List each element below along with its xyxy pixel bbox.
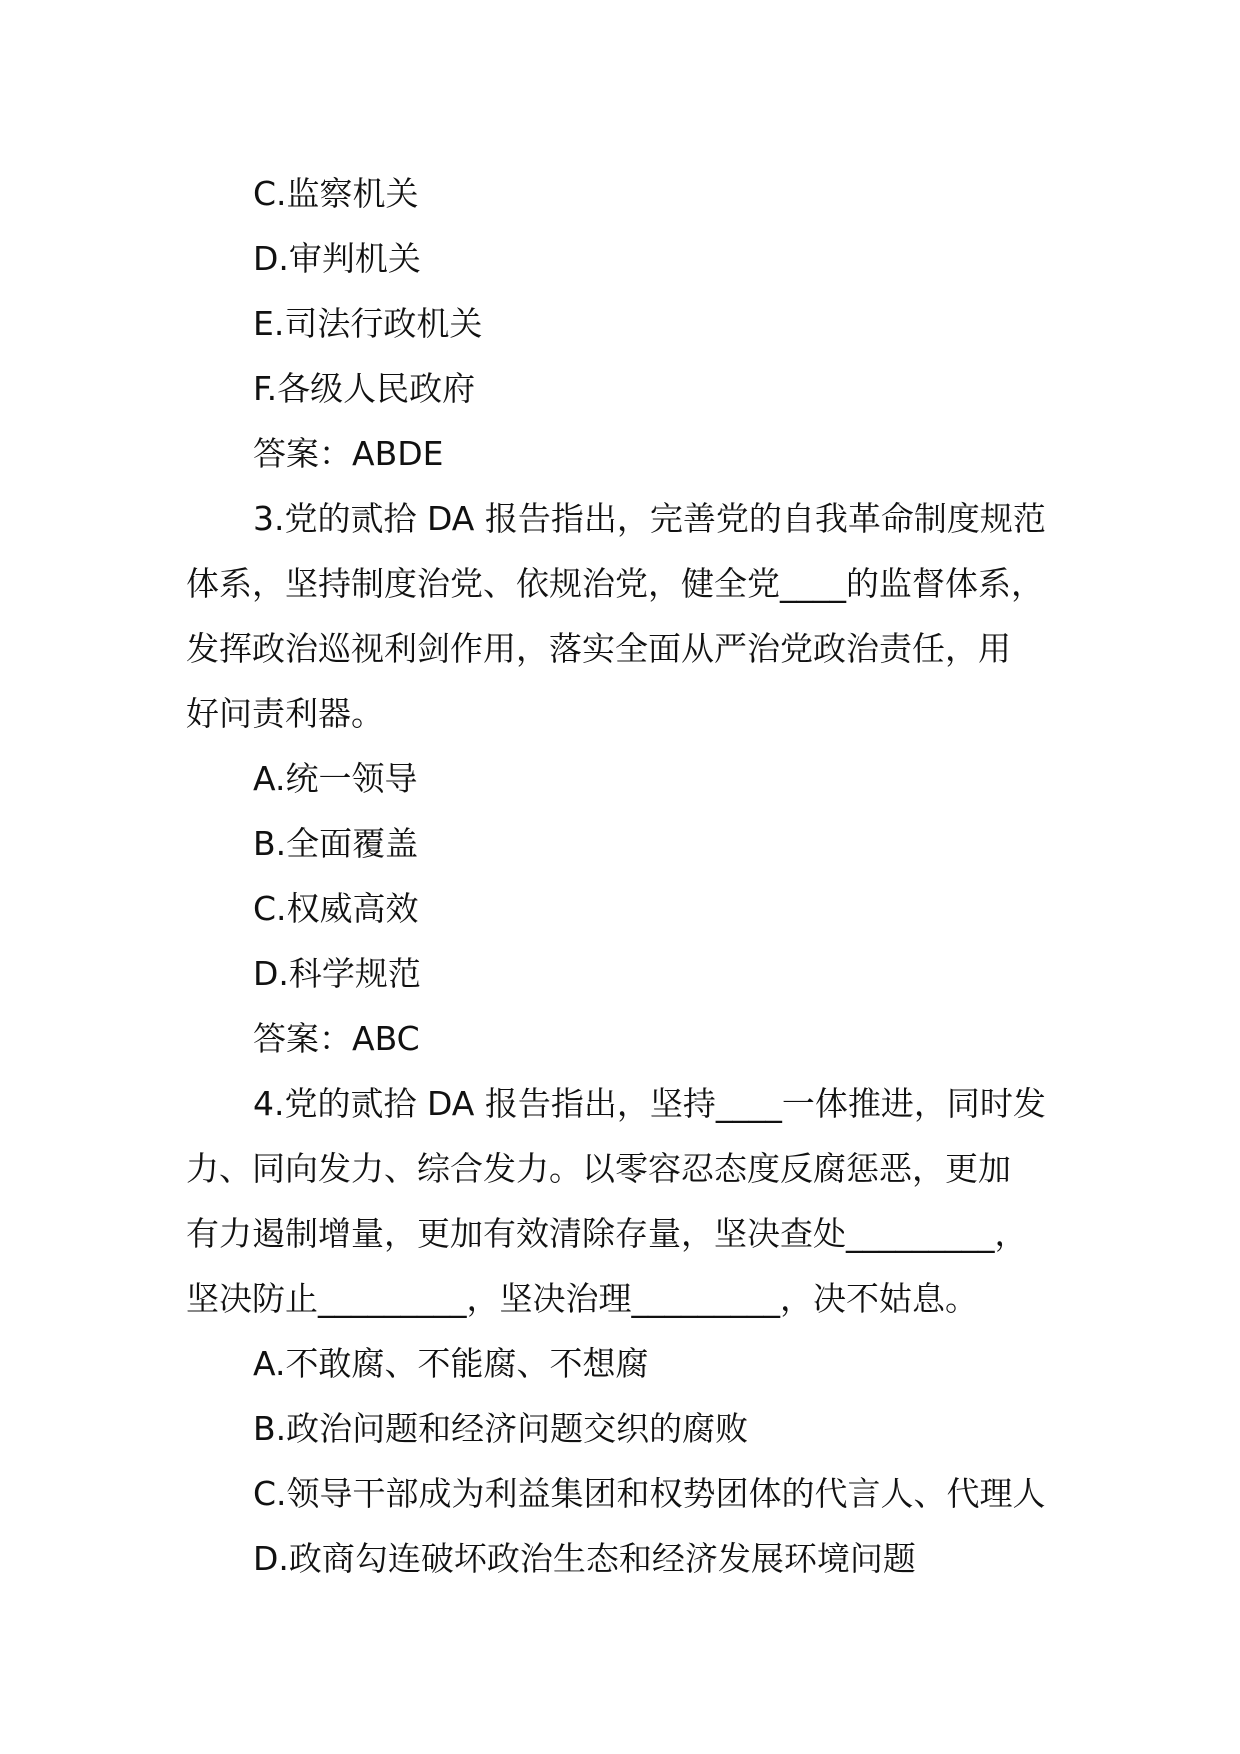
option-c: C.领导干部成为利益集团和权势团体的代言人、代理人	[253, 1474, 1046, 1513]
option-e: E.司法行政机关	[253, 304, 483, 343]
option-b: B.政治问题和经济问题交织的腐败	[253, 1409, 749, 1448]
answer-line: 答案：ABDE	[253, 434, 444, 473]
question-4-line-3: 有力遏制增量，更加有效清除存量，坚决查处_________，	[186, 1214, 1028, 1253]
option-d: D.政商勾连破坏政治生态和经济发展环境问题	[253, 1539, 916, 1578]
question-3-line-3: 发挥政治巡视利剑作用，落实全面从严治党政治责任，用	[186, 629, 1011, 668]
question-4-line-4: 坚决防止_________，坚决治理_________，决不姑息。	[186, 1279, 978, 1318]
question-3-line-4: 好问责利器。	[186, 694, 384, 733]
option-a: A.不敢腐、不能腐、不想腐	[253, 1344, 649, 1383]
option-f: F.各级人民政府	[253, 369, 476, 408]
question-3-line-2: 体系，坚持制度治党、依规治党，健全党____的监督体系，	[186, 564, 1044, 603]
question-3-line-1: 3.党的贰拾 DA 报告指出，完善党的自我革命制度规范	[253, 499, 1046, 538]
option-c: C.权威高效	[253, 889, 419, 928]
question-4-line-2: 力、同向发力、综合发力。以零容忍态度反腐惩恶，更加	[186, 1149, 1011, 1188]
option-d: D.审判机关	[253, 239, 421, 278]
answer-line: 答案：ABC	[253, 1019, 420, 1058]
option-b: B.全面覆盖	[253, 824, 419, 863]
option-d: D.科学规范	[253, 954, 421, 993]
question-4-line-1: 4.党的贰拾 DA 报告指出，坚持____一体推进，同时发	[253, 1084, 1046, 1123]
option-a: A.统一领导	[253, 759, 418, 798]
option-c: C.监察机关	[253, 174, 419, 213]
